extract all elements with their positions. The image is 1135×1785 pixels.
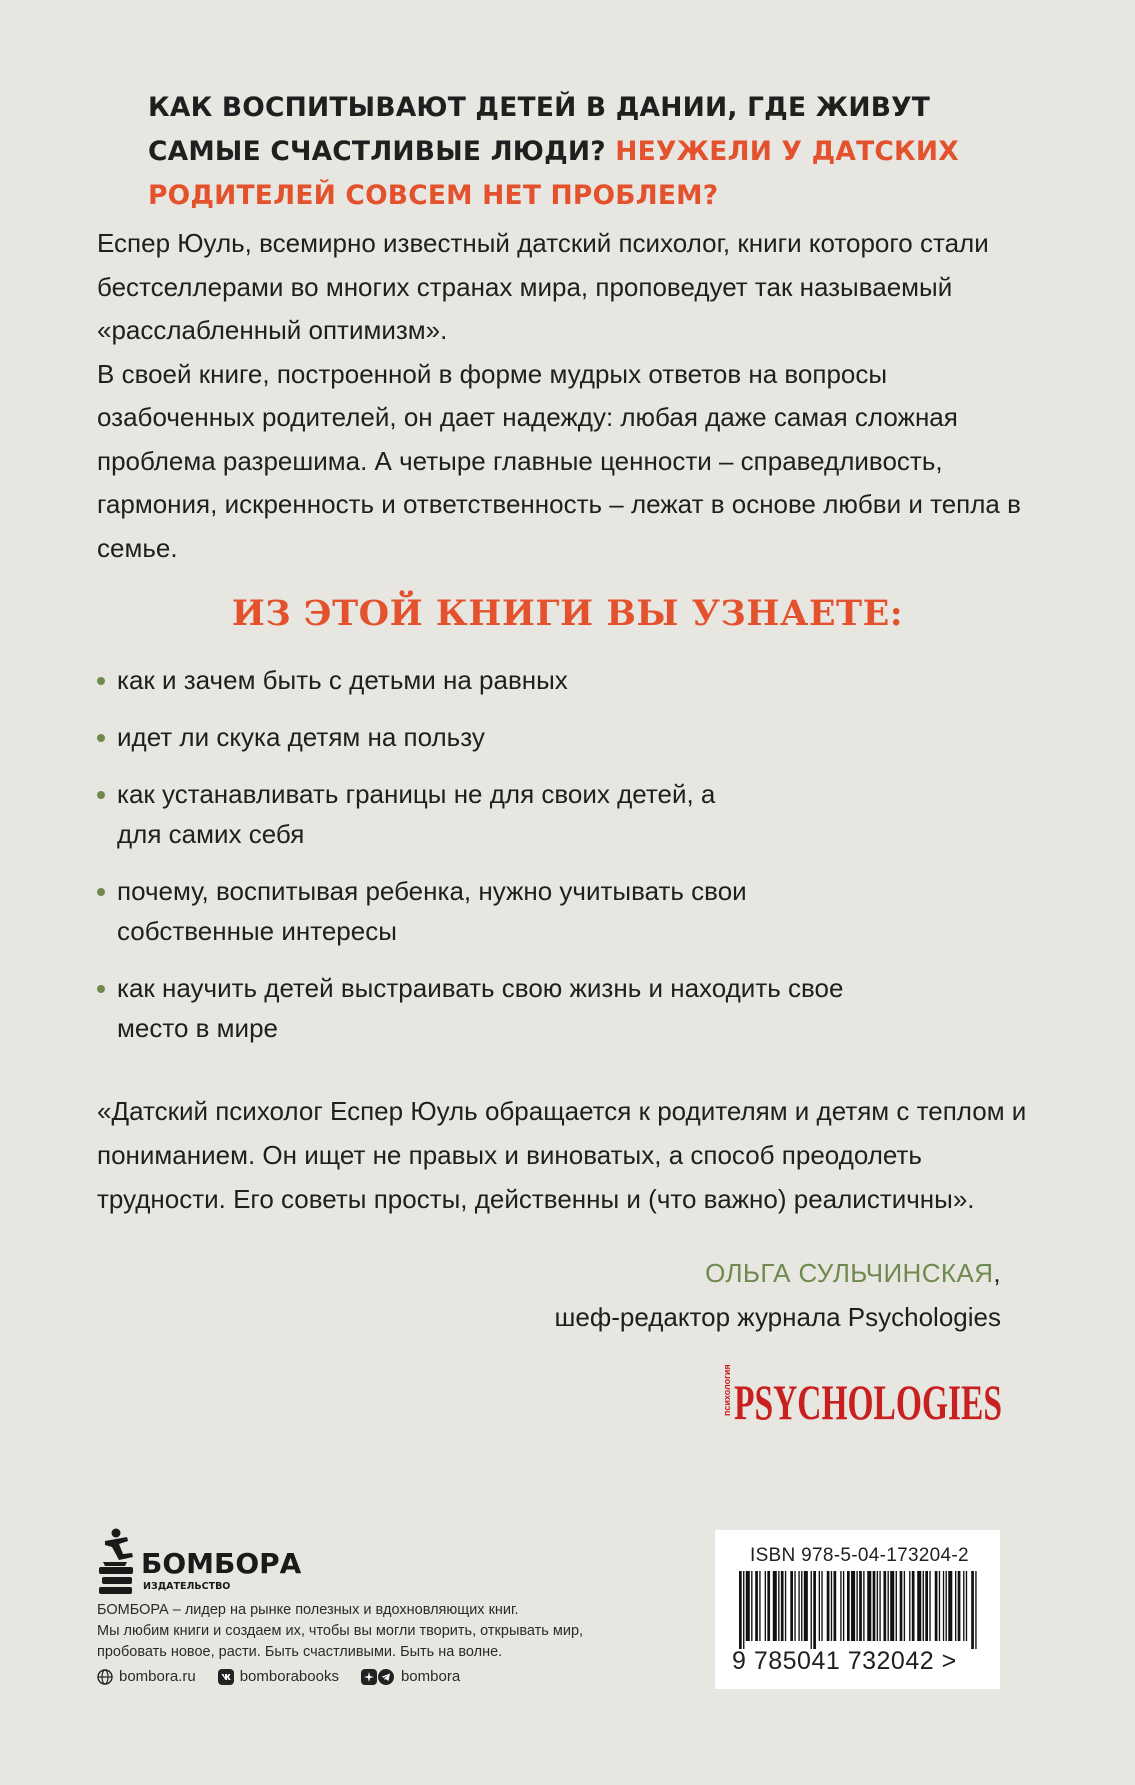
list-item-text: почему, воспитывая ребенка, нужно учитывать свои собственные интересы [117,876,747,946]
barcode-bar [843,1571,844,1641]
barcode-bar [975,1571,976,1649]
social-website-label: bombora.ru [119,1668,196,1685]
bullet-dot-icon [97,888,105,896]
barcode-bar [790,1571,793,1641]
barcode-bar [896,1571,897,1641]
barcode-bar [873,1571,876,1641]
barcode-bar [912,1571,915,1641]
barcode-bar [773,1571,777,1641]
psychologies-small-text: психология [722,1364,732,1416]
barcode-bar [821,1571,822,1641]
headline-question: КАК ВОСПИТЫВАЮТ ДЕТЕЙ В ДАНИИ, ГДЕ ЖИВУТ САМЫЕ СЧАСТЛИВЫЕ ЛЮДИ? [148,92,931,167]
barcode-bar [851,1571,855,1641]
quote-author-comma: , [993,1258,1001,1288]
barcode-bar [943,1571,944,1641]
psychologies-logo [720,1364,1005,1430]
barcode-bar [798,1571,799,1641]
list-item [97,871,797,951]
list-item-text: идет ли скука детям на пользу [117,722,485,752]
barcode-bar [840,1571,841,1641]
barcode-bar [863,1571,864,1641]
barcode-bar [939,1571,940,1641]
psychologies-brand-text: PSYCHOLOGIES [734,1374,1002,1430]
barcode-bar [935,1571,938,1641]
bullet-dot-icon [97,985,105,993]
globe-icon [97,1669,113,1685]
social-telegram[interactable] [361,1668,460,1685]
barcode-bar [877,1571,878,1641]
barcode-bar [929,1571,930,1641]
barcode-bar [971,1571,974,1649]
social-vk[interactable] [218,1668,339,1685]
barcode-bar [759,1571,760,1641]
intro-paragraph-1: Еспер Юуль, всемирно известный датский психолог, книги которого стали бестселлерами во многих странах мира, проповедует так называемый «расслабленный оптимизм». [97,228,989,345]
list-item [97,774,767,854]
bombora-name: БОМБОРА [141,1547,302,1580]
quote-author-name: ОЛЬГА СУЛЬЧИНСКАЯ [705,1258,994,1288]
review-quote: «Датский психолог Еспер Юуль обращается к родителям и детям с теплом и пониманием. Он ищет не правых и виноватых, а способ преодолеть трудности. Его советы просты, действенны и (что важно) реалистичны». [97,1096,1027,1214]
barcode-bar [739,1571,742,1649]
barcode-bar [890,1571,894,1641]
list-item [97,660,1037,700]
barcode-bar [888,1571,889,1641]
bullet-dot-icon [97,677,105,685]
barcode-bar [883,1571,886,1641]
barcode-bar [778,1571,779,1641]
barcode-bar [856,1571,857,1641]
barcode-bar [859,1571,862,1641]
list-item [97,968,917,1048]
intro-paragraph-2: В своей книге, построенной в форме мудрых ответов на вопросы озабоченных родителей, он дает надежду: любая даже самая сложная проблема разрешима. А четыре главные ценности – справедливость, гармония, искренность и ответственность – лежат в основе любви и тепла в семье. [97,358,1021,563]
learn-title: ИЗ ЭТОЙ КНИГИ ВЫ УЗНАЕТЕ: [231,593,904,634]
social-telegram-label: bombora [400,1668,461,1685]
barcode-bar [867,1571,871,1641]
barcode-bar [743,1571,744,1649]
headline-accent: НЕУЖЕЛИ У ДАТСКИХ РОДИТЕЛЕЙ СОВСЕМ НЕТ ПРОБЛЕМ? [148,136,959,211]
quote-author-role: шеф-редактор журнала Psychologies [554,1302,1001,1332]
list-item-text: как устанавливать границы не для своих детей, а для самих себя [117,779,716,849]
barcode-bar [925,1571,928,1641]
barcode-bar [879,1571,880,1641]
barcode-bar [946,1571,947,1641]
telegram-icon [361,1669,395,1685]
barcode-bar [904,1571,905,1641]
barcode-bar [785,1571,786,1641]
publisher-description [97,1600,637,1663]
isbn-barcode-box [715,1530,1000,1689]
barcode-bar [923,1571,924,1641]
publisher-text-line-1: БОМБОРА – лидер на рынке полезных и вдохновляющих книг. [97,1602,519,1618]
barcode-bar [746,1571,750,1641]
barcode-bar [781,1571,784,1641]
barcode [739,1571,976,1649]
barcode-bar [811,1571,812,1649]
list-item [97,717,1037,757]
barcode-bar [751,1571,752,1641]
barcode-bar [794,1571,795,1641]
barcode-bar [827,1571,830,1641]
barcode-digits: 9 785041 732042 > [732,1647,957,1675]
barcode-bar [755,1571,758,1641]
barcode-bar [813,1571,816,1649]
bombora-logo [97,1527,302,1601]
barcode-bar [948,1571,952,1641]
barcode-bar [966,1571,967,1641]
barcode-bar [801,1571,802,1641]
social-vk-label: bomborabooks [239,1668,339,1685]
barcode-bar [909,1571,910,1641]
barcode-bar [900,1571,903,1641]
social-website[interactable] [97,1668,196,1685]
barcode-bar [767,1571,770,1641]
isbn-label: ISBN 978-5-04-173204-2 [750,1545,969,1566]
learn-list [97,660,1037,1048]
barcode-bar [963,1571,964,1641]
list-item-text: как научить детей выстраивать свою жизнь и находить свое место в мире [117,973,844,1043]
barcode-bar [847,1571,850,1641]
bombora-sub: ИЗДАТЕЛЬСТВО [143,1581,231,1592]
vk-icon [218,1669,234,1685]
bullet-dot-icon [97,791,105,799]
barcode-bar [834,1571,837,1641]
barcode-bar [819,1571,820,1641]
barcode-bar [831,1571,832,1641]
barcode-bar [917,1571,921,1641]
barcode-bar [765,1571,766,1641]
headline [148,86,998,218]
social-links [97,1668,460,1685]
barcode-bar [958,1571,961,1641]
publisher-text-line-2: Мы любим книги и создаем их, чтобы вы могли творить, открывать мир, пробовать новое, расти. Быть счастливыми. Быть на волне. [97,1623,584,1660]
bombora-dancer-icon [99,1529,133,1595]
intro-text [97,222,1037,570]
quote-author [705,1258,1001,1289]
list-item-text: как и зачем быть с детьми на равных [117,665,568,695]
barcode-bar [955,1571,956,1641]
barcode-bar [804,1571,808,1641]
bullet-dot-icon [97,734,105,742]
